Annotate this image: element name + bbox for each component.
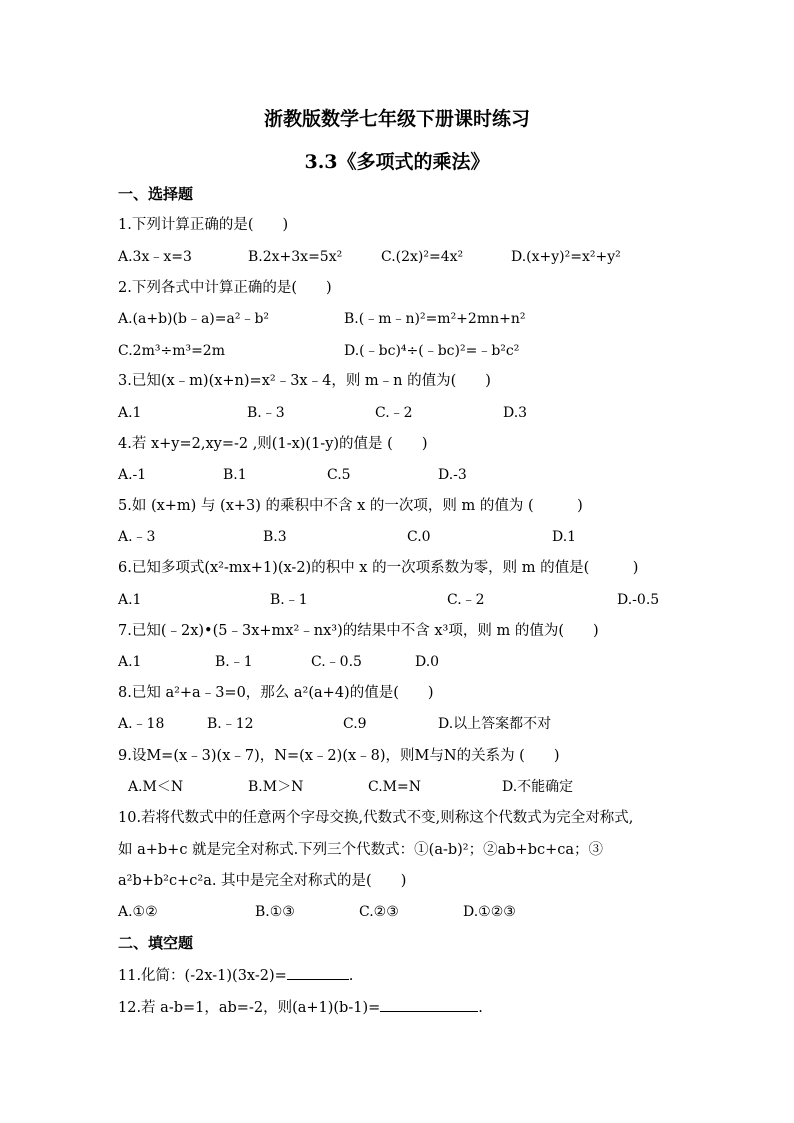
- q7-option-b: B.﹣1: [215, 654, 253, 670]
- document-subtitle: 3.3《多项式的乘法》: [304, 151, 490, 173]
- q8-option-b: B.﹣12: [207, 716, 254, 732]
- question-1: 1.下列计算正确的是( ): [118, 217, 289, 233]
- q6-option-c: C.﹣2: [447, 592, 485, 608]
- q4-option-b: B.1: [223, 467, 247, 483]
- q8-option-d: D.以上答案都不对: [438, 716, 552, 732]
- q10-option-a: A.①②: [118, 904, 158, 920]
- q5-option-b: B.3: [263, 529, 287, 545]
- q6-option-d: D.-0.5: [617, 592, 660, 608]
- q10-option-d: D.①②③: [463, 904, 516, 920]
- q1-option-a: A.3x﹣x=3: [118, 249, 192, 265]
- q4-option-d: D.-3: [438, 467, 467, 483]
- q3-option-b: B.﹣3: [247, 405, 285, 421]
- answer-blank-12[interactable]: [380, 997, 478, 1012]
- q8-option-c: C.9: [343, 716, 367, 732]
- question-11-end: .: [348, 968, 354, 984]
- question-10-line-2: 如 a+b+c 就是完全对称式.下列三个代数式：①(a-b)²；②ab+bc+ca；③: [118, 842, 604, 858]
- question-7: 7.已知(﹣2x)•(5﹣3x+mx²﹣nx³)的结果中不含 x³项，则 m 的值为( ): [118, 623, 599, 639]
- q9-option-d: D.不能确定: [502, 779, 574, 795]
- question-5: 5.如 (x+m) 与 (x+3) 的乘积中不含 x 的一次项，则 m 的值为 ( ): [118, 498, 583, 514]
- q5-option-a: A.﹣3: [118, 529, 156, 545]
- question-2: 2.下列各式中计算正确的是( ): [118, 280, 332, 296]
- document-title: 浙教版数学七年级下册课时练习: [263, 108, 530, 130]
- q3-option-d: D.3: [503, 405, 528, 421]
- q6-option-b: B.﹣1: [270, 592, 308, 608]
- question-12-end: .: [478, 1000, 483, 1016]
- q1-option-c: C.(2x)²=4x²: [381, 249, 464, 265]
- question-10-line-3: a²b+b²c+c²a. 其中是完全对称式的是( ): [118, 873, 407, 889]
- question-10-line-1: 10.若将代数式中的任意两个字母交换,代数式不变,则称这个代数式为完全对称式,: [118, 810, 634, 826]
- question-11-text: 11.化简：(-2x-1)(3x-2)=: [118, 968, 287, 984]
- q10-option-b: B.①③: [255, 904, 295, 920]
- q7-option-d: D.0: [415, 654, 440, 670]
- q4-option-a: A.-1: [118, 467, 147, 483]
- q2-option-c: C.2m³÷m³=2m: [118, 343, 225, 359]
- q1-option-b: B.2x+3x=5x²: [248, 249, 343, 265]
- q3-option-c: C.﹣2: [375, 405, 413, 421]
- q9-option-b: B.M＞N: [248, 779, 304, 795]
- q4-option-c: C.5: [327, 467, 351, 483]
- question-12: [118, 997, 483, 1018]
- q5-option-c: C.0: [407, 529, 431, 545]
- question-4: 4.若 x+y=2,xy=-2 ,则(1-x)(1-y)的值是 ( ): [118, 436, 428, 452]
- q6-option-a: A.1: [118, 592, 142, 608]
- q2-option-b: B.(﹣m﹣n)²=m²+2mn+n²: [344, 311, 526, 327]
- q7-option-a: A.1: [118, 654, 142, 670]
- q7-option-c: C.﹣0.5: [311, 654, 362, 670]
- section-heading-choice: 一、选择题: [118, 185, 194, 203]
- q8-option-a: A.﹣18: [118, 716, 165, 732]
- q9-option-c: C.M=N: [368, 779, 421, 795]
- question-8: 8.已知 a²+a﹣3=0，那么 a²(a+4)的值是( ): [118, 685, 434, 701]
- q9-option-a: A.M＜N: [128, 779, 184, 795]
- answer-blank-11[interactable]: [287, 965, 349, 980]
- question-12-text: 12.若 a-b=1，ab=-2，则(a+1)(b-1)=: [118, 1000, 381, 1016]
- section-heading-fill: 二、填空题: [118, 934, 194, 952]
- q5-option-d: D.1: [552, 529, 577, 545]
- question-9: 9.设M=(x﹣3)(x﹣7)，N=(x﹣2)(x﹣8)，则M与N的关系为 ( ): [118, 748, 560, 764]
- q10-option-c: C.②③: [359, 904, 399, 920]
- q2-option-a: A.(a+b)(b﹣a)=a²﹣b²: [118, 311, 270, 327]
- question-11: [118, 965, 353, 986]
- question-3: 3.已知(x﹣m)(x+n)=x²﹣3x﹣4，则 m﹣n 的值为( ): [118, 373, 491, 389]
- q1-option-d: D.(x+y)²=x²+y²: [511, 249, 621, 265]
- question-6: 6.已知多项式(x²-mx+1)(x-2)的积中 x 的一次项系数为零，则 m 的值是( ): [118, 560, 639, 576]
- q2-option-d: D.(﹣bc)⁴÷(﹣bc)²=﹣b²c²: [344, 343, 520, 359]
- q3-option-a: A.1: [118, 405, 142, 421]
